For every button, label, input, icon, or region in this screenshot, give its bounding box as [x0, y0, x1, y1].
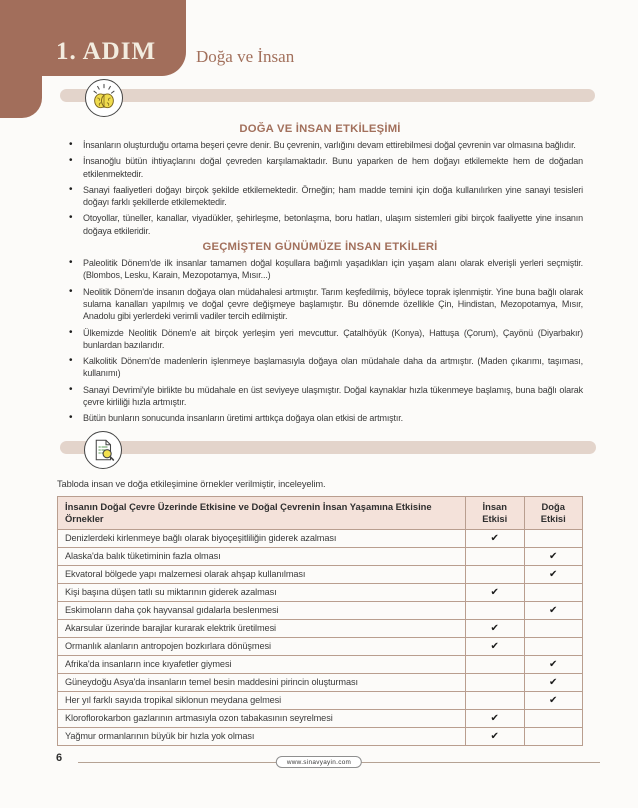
- insan-etkisi-check-cell: [466, 673, 525, 691]
- table-header-row: [58, 496, 583, 529]
- publisher-website: www.sinavyayin.com: [276, 756, 362, 768]
- insan-etkisi-check-cell: ✔: [466, 529, 525, 547]
- doga-etkisi-check-cell: ✔: [524, 565, 583, 583]
- example-text-cell: Yağmur ormanlarının büyük bir hızla yok olması: [58, 727, 466, 745]
- table-row: [58, 709, 583, 727]
- insan-etkisi-check-cell: ✔: [466, 619, 525, 637]
- table-row: [58, 529, 583, 547]
- insan-etkisi-check-cell: [466, 547, 525, 565]
- column-header-doga-etkisi: Doğa Etkisi: [524, 496, 583, 529]
- intro-accent-bar: [60, 441, 596, 454]
- doga-etkisi-check-cell: ✔: [524, 691, 583, 709]
- insan-etkisi-check-cell: [466, 691, 525, 709]
- section: [57, 123, 583, 237]
- bullet-item: • Bütün bunların sonucunda insanların üretimi arttıkça doğaya olan etkisi de artmıştır.: [57, 412, 583, 424]
- table-intro-text: Tabloda insan ve doğa etkileşimine örnekler verilmiştir, inceleyelim.: [57, 478, 326, 489]
- section-heading: DOĞA VE İNSAN ETKİLEŞİMİ: [239, 123, 401, 135]
- example-text-cell: Ekvatoral bölgede yapı malzemesi olarak ahşap kullanılması: [58, 565, 466, 583]
- table-row: [58, 619, 583, 637]
- example-text-cell: Eskimoların daha çok hayvansal gıdalarla beslenmesi: [58, 601, 466, 619]
- doga-etkisi-check-cell: [524, 727, 583, 745]
- table-row: [58, 583, 583, 601]
- sections-container: [57, 123, 583, 425]
- chapter-title: Doğa ve İnsan: [196, 47, 295, 66]
- step-label: 1. ADIM: [56, 38, 157, 65]
- table-row: [58, 565, 583, 583]
- bullet-item: • Sanayi Devrimi'yle birlikte bu müdahale en üst seviyeye ulaşmıştır. Doğal kaynaklar hızla tükenmeye başlamış, buna bağlı olarak çevre kirliliği hızla artmıştır.: [57, 384, 583, 409]
- insan-etkisi-check-cell: ✔: [466, 583, 525, 601]
- doga-etkisi-check-cell: ✔: [524, 601, 583, 619]
- example-text-cell: Kişi başına düşen tatlı su miktarının giderek azalması: [58, 583, 466, 601]
- doga-etkisi-check-cell: ✔: [524, 673, 583, 691]
- table-row: [58, 691, 583, 709]
- insan-etkisi-check-cell: ✔: [466, 727, 525, 745]
- example-text-cell: Afrika'da insanların ince kıyafetler giymesi: [58, 655, 466, 673]
- bullet-item: • Sanayi faaliyetleri doğayı birçok şekilde etkilemektedir. Örneğin; ham madde temini için doğa kullanılırken yine sanayi tesisleri doğayı farklı şekillerde etkilemektedir.: [57, 184, 583, 209]
- example-text-cell: Denizlerdeki kirlenmeye bağlı olarak biyoçeşitliliğin giderek azalması: [58, 529, 466, 547]
- insan-etkisi-check-cell: ✔: [466, 637, 525, 655]
- column-header-insan-etkisi: İnsan Etkisi: [466, 496, 525, 529]
- table-row: [58, 547, 583, 565]
- bullet-item: • Kalkolitik Dönem'de madenlerin işlenmeye başlamasıyla doğaya olan müdahale daha da artmıştır. (Maden çıkarımı, taşıması, kullanımı): [57, 355, 583, 380]
- bullet-item: • Ülkemizde Neolitik Dönem'e ait birçok yerleşim yeri mevcuttur. Çatalhöyük (Konya), Hattuşa (Çorum), Çayönü (Diyarbakır) bunlardan bazılarıdır.: [57, 327, 583, 352]
- column-header-examples: İnsanın Doğal Çevre Üzerinde Etkisine ve Doğal Çevrenin İnsan Yaşamına Etkisine Örnekler: [58, 496, 466, 529]
- example-text-cell: Her yıl farklı sayıda tropikal siklonun meydana gelmesi: [58, 691, 466, 709]
- bullet-item: • Paleolitik Dönem'de ilk insanlar tamamen doğal koşullara bağımlı yaşadıkları için yaşam alanı olarak elverişli yerleri seçmiştir. (Blombos, Lesku, Karain, Mezopotamya, Mısır...): [57, 257, 583, 282]
- example-text-cell: Akarsular üzerinde barajlar kurarak elektrik üretilmesi: [58, 619, 466, 637]
- page-content: [57, 120, 583, 746]
- bullet-item: • İnsanoğlu bütün ihtiyaçlarını doğal çevreden karşılamaktadır. Bunu yaparken de hem doğayı etkilemekte hem de doğadan etkilenmektedir.: [57, 155, 583, 180]
- table-row: [58, 673, 583, 691]
- table-intro-banner: [57, 429, 583, 473]
- table-row: [58, 727, 583, 745]
- example-text-cell: Alaska'da balık tüketiminin fazla olması: [58, 547, 466, 565]
- insan-etkisi-check-cell: [466, 601, 525, 619]
- page-number: 6: [56, 752, 63, 764]
- doga-etkisi-check-cell: [524, 583, 583, 601]
- bullet-item: • İnsanların oluşturduğu ortama beşeri çevre denir. Bu çevrenin, varlığını devam ettirebilmesi doğal çevrenin var olmasına bağlıdır.: [57, 139, 583, 151]
- effects-table: [57, 496, 583, 746]
- insan-etkisi-check-cell: [466, 565, 525, 583]
- table-row: [58, 655, 583, 673]
- header-accent-bar: [60, 89, 595, 102]
- doga-etkisi-check-cell: [524, 619, 583, 637]
- example-text-cell: Güneydoğu Asya'da insanların temel besin maddesini pirincin oluşturması: [58, 673, 466, 691]
- doga-etkisi-check-cell: [524, 709, 583, 727]
- bullet-item: • Otoyollar, tüneller, kanallar, viyadükler, şehirleşme, betonlaşma, boru hatları, ulaşım sistemleri gibi birçok faaliyette yine insanın doğaya etkileridir.: [57, 212, 583, 237]
- doga-etkisi-check-cell: ✔: [524, 655, 583, 673]
- example-text-cell: Ormanlık alanların antropojen bozkırlara dönüşmesi: [58, 637, 466, 655]
- section: [57, 241, 583, 425]
- table-row: [58, 601, 583, 619]
- section-heading: GEÇMİŞTEN GÜNÜMÜZE İNSAN ETKİLERİ: [202, 241, 438, 254]
- brain-idea-icon: [85, 79, 123, 117]
- bullet-list: [57, 257, 583, 425]
- document-search-icon: [84, 431, 122, 469]
- doga-etkisi-check-cell: [524, 529, 583, 547]
- doga-etkisi-check-cell: ✔: [524, 547, 583, 565]
- insan-etkisi-check-cell: ✔: [466, 709, 525, 727]
- bullet-item: • Neolitik Dönem'de insanın doğaya olan müdahalesi artmıştır. Tarım keşfedilmiş, böylece toprak işlenmiştir. Yine buna bağlı olarak sulama kanalları yapılmış ve doğal çevre değişmeye başlamıştır. Bu dönemde özellikle Çin, Hindistan, Mezopotamya, Mısır, Anadolu gibi yerlerdeki verimli vadiler tercih edilmiştir.: [57, 286, 583, 323]
- table-row: [58, 637, 583, 655]
- doga-etkisi-check-cell: [524, 637, 583, 655]
- bullet-list: [57, 139, 583, 237]
- example-text-cell: Kloroflorokarbon gazlarının artmasıyla ozon tabakasının seyrelmesi: [58, 709, 466, 727]
- insan-etkisi-check-cell: [466, 655, 525, 673]
